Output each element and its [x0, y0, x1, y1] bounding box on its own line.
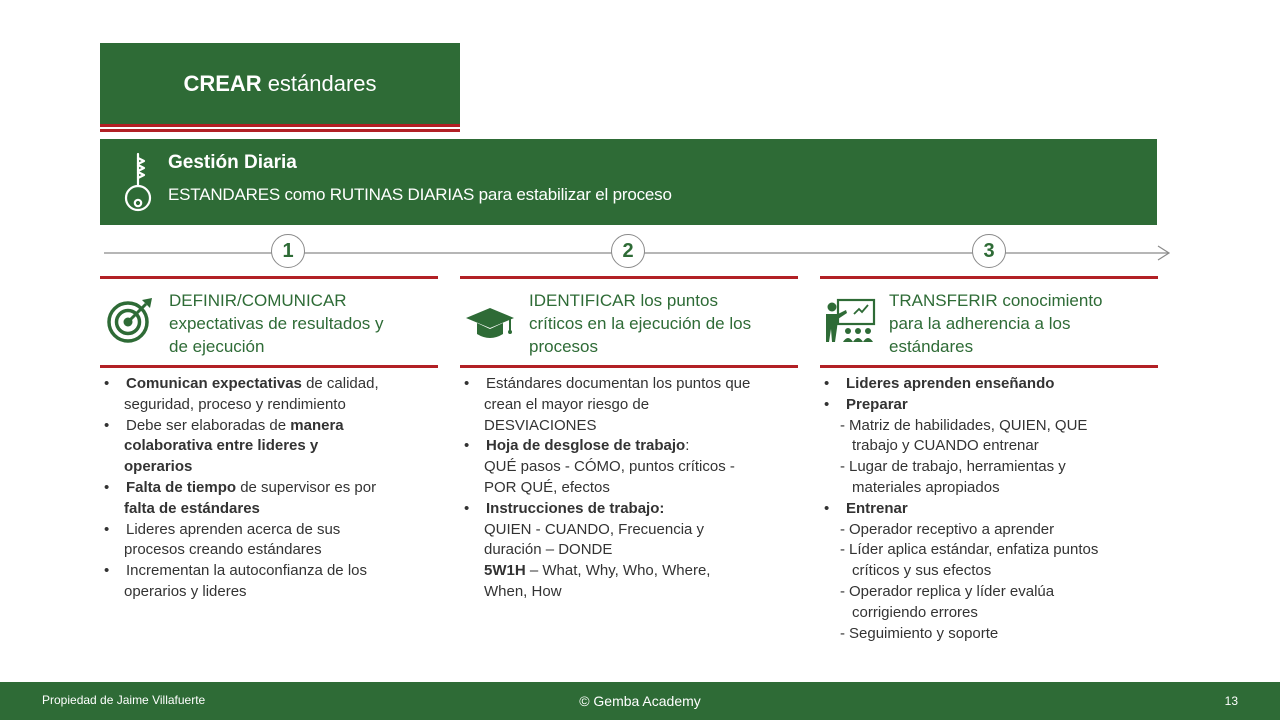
column-transfer: [820, 276, 1158, 642]
list-item: duración – DONDE: [484, 541, 613, 559]
target-icon: [104, 298, 156, 344]
list-item: operarios: [124, 458, 193, 476]
column-define: [100, 276, 438, 600]
column-identify-heading: [529, 289, 797, 358]
list-item: • Preparar: [820, 395, 1155, 416]
step-1-circle: 1: [271, 234, 305, 268]
heading-line: de ejecución: [169, 337, 265, 356]
footer: [0, 682, 1280, 720]
heading-line: IDENTIFICAR los puntos: [529, 291, 718, 310]
title-rest: estándares: [267, 71, 377, 96]
step-3-circle: 3: [972, 234, 1006, 268]
list-item: • Debe ser elaboradas de manera: [100, 416, 435, 437]
list-item: DESVIACIONES: [484, 416, 597, 434]
list-item: procesos creando estándares: [124, 541, 322, 559]
heading-line: expectativas de resultados y: [169, 314, 384, 333]
list-item: críticos y sus efectos: [852, 562, 992, 580]
list-item: • Hoja de desglose de trabajo:: [460, 436, 795, 457]
list-item: - Líder aplica estándar, enfatiza puntos: [820, 540, 1155, 561]
list-item: falta de estándares: [124, 499, 260, 517]
list-item: - Seguimiento y soporte: [820, 624, 1155, 645]
column-rule-bottom: [460, 365, 798, 368]
heading-line: procesos: [529, 337, 598, 356]
footer-owner: Propiedad de Jaime Villafuerte: [42, 693, 206, 707]
banner-title: Gestión Diaria: [168, 152, 297, 173]
list-item: When, How: [484, 582, 562, 600]
title-divider: [100, 124, 460, 127]
list-item: • Incrementan la autoconfianza de los: [100, 561, 435, 582]
list-item: trabajo y CUANDO entrenar: [852, 437, 1039, 455]
key-icon: [120, 151, 156, 213]
column-rule-top: [100, 276, 438, 279]
footer-copyright: © Gemba Academy: [579, 693, 701, 709]
column-rule-bottom: [820, 365, 1158, 368]
banner-subtitle: ESTANDARES como RUTINAS DIARIAS para estabilizar el proceso: [168, 185, 672, 204]
list-item: - Operador replica y líder evalúa: [820, 582, 1155, 603]
teacher-icon: [824, 298, 876, 344]
list-item: POR QUÉ, efectos: [484, 478, 610, 496]
list-item: • Instrucciones de trabajo:: [460, 499, 795, 520]
column-identify: [460, 276, 798, 600]
list-item: materiales apropiados: [852, 478, 1000, 496]
list-item: QUIEN - CUANDO, Frecuencia y: [484, 520, 705, 538]
column-rule-top: [460, 276, 798, 279]
heading-line: críticos en la ejecución de los: [529, 314, 752, 333]
list-item: operarios y lideres: [124, 582, 247, 600]
title-bold: CREAR: [183, 71, 262, 96]
list-item: - Lugar de trabajo, herramientas y: [820, 457, 1155, 478]
list-item: seguridad, proceso y rendimiento: [124, 395, 346, 413]
page-number: 13: [1224, 694, 1238, 708]
column-define-heading: [169, 289, 437, 358]
graduation-cap-icon: [464, 298, 516, 344]
list-item: colaborativa entre lideres y: [124, 437, 319, 455]
column-rule-top: [820, 276, 1158, 279]
list-item: corrigiendo errores: [852, 603, 978, 621]
list-item: crean el mayor riesgo de: [484, 395, 650, 413]
list-item: QUÉ pasos - CÓMO, puntos críticos -: [484, 458, 735, 476]
slide-title: [100, 43, 460, 125]
column-define-body: [100, 374, 435, 603]
list-item: • Comunican expectativas de calidad,: [100, 374, 435, 395]
column-transfer-body: [820, 374, 1155, 644]
banner: [100, 139, 1157, 225]
heading-line: DEFINIR/COMUNICAR: [169, 291, 347, 310]
heading-line: estándares: [889, 337, 974, 356]
step-2-circle: 2: [611, 234, 645, 268]
column-transfer-heading: [889, 289, 1157, 358]
heading-line: para la adherencia a los: [889, 314, 1071, 333]
column-rule-bottom: [100, 365, 438, 368]
list-item: - Matriz de habilidades, QUIEN, QUE: [820, 416, 1155, 437]
list-item: - Operador receptivo a aprender: [820, 520, 1155, 541]
list-item: • Estándares documentan los puntos que: [460, 374, 795, 395]
list-item: • Entrenar: [820, 499, 1155, 520]
column-identify-body: [460, 374, 795, 603]
heading-line: TRANSFERIR conocimiento: [889, 291, 1103, 310]
list-item: • Lideres aprenden enseñando: [820, 374, 1155, 395]
list-item: • Lideres aprenden acerca de sus: [100, 520, 435, 541]
title-divider-2: [100, 129, 460, 132]
list-item: • Falta de tiempo de supervisor es por: [100, 478, 435, 499]
list-item: 5W1H – What, Why, Who, Where,: [484, 562, 711, 580]
